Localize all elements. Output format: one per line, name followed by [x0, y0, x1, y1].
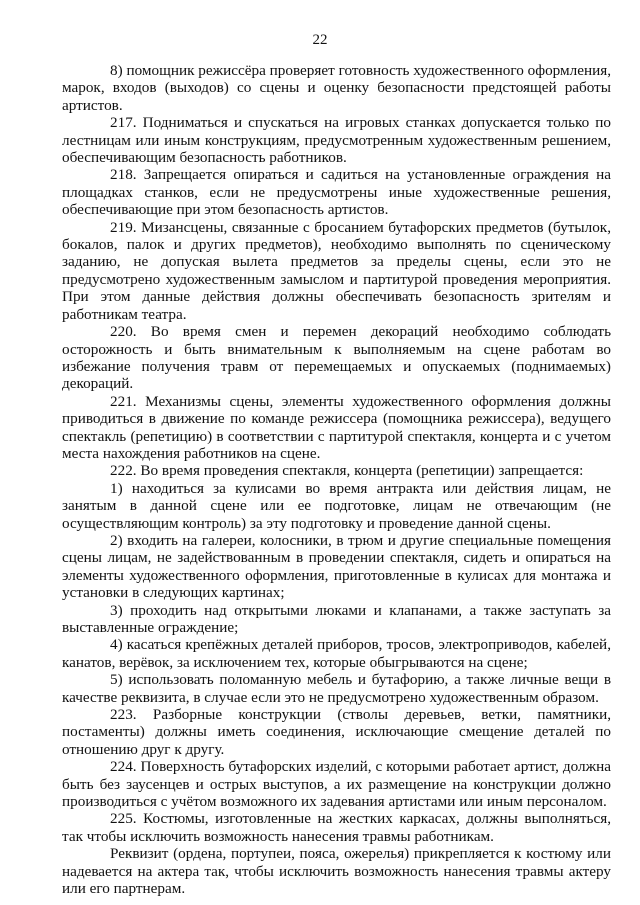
paragraph-222-item-2: 2) входить на галереи, колосники, в трюм и другие специальные помещения сцены лицам, не задействованным в проведении спектакля, сидеть и опираться на элементы художественного оформления, приготовленные в кулисах для монтажа и установки в следующих картинах;: [62, 531, 611, 602]
paragraph-225: 225. Костюмы, изготовленные на жестких каркасах, должны выполняться, так чтобы исключить возможность нанесения травмы работникам.: [62, 810, 611, 845]
document-body: [62, 62, 611, 898]
paragraph-224: 224. Поверхность бутафорских изделий, с которыми работает артист, должна быть без заусенцев и острых выступов, а их размещение на конструкции должно производиться с учётом возможного их задевания артистами или иным персоналом.: [62, 758, 611, 811]
page-number: 22: [312, 32, 328, 48]
paragraph-217: 217. Подниматься и спускаться на игровых станках допускается только по лестницам или иным конструкциям, предусмотренным художественным решением, обеспечивающим безопасность работников.: [62, 114, 611, 167]
paragraph-222: 222. Во время проведения спектакля, концерта (репетиции) запрещается:: [110, 462, 584, 480]
paragraph-222-item-4: 4) касаться крепёжных деталей приборов, тросов, электроприводов, кабелей, канатов, верёвок, за исключением тех, которые обыгрываются на сцене;: [62, 636, 611, 671]
paragraph-220: 220. Во время смен и перемен декораций необходимо соблюдать осторожность и быть внимательным к выполняемым на сцене работам во избежание получения травм от перемещаемых и опускаемых (поднимаемых) декораций.: [62, 323, 611, 393]
paragraph-222-item-1: 1) находиться за кулисами во время антракта или действия лицам, не занятым в данной сцене или ее подготовке, лицам не отвечающим (не осуществляющим контроль) за эту подготовку и проведение данной сцены.: [62, 479, 611, 532]
paragraph-props: Реквизит (ордена, портупеи, пояса, ожерелья) прикрепляется к костюму или надевается на актера так, чтобы исключить возможность нанесения травмы актеру или его партнерам.: [62, 845, 611, 898]
paragraph-218: 218. Запрещается опираться и садиться на установленные ограждения на площадках станков, если не предусмотрены иные художественные решения, обеспечивающие при этом безопасность артистов.: [62, 166, 611, 219]
paragraph-222-item-5: 5) использовать поломанную мебель и бутафорию, а также личные вещи в качестве реквизита, в случае если это не предусмотрено художественным образом.: [62, 671, 611, 706]
paragraph-222-item-3: 3) проходить над открытыми люками и клапанами, а также заступать за выставленные ограждение;: [62, 601, 611, 636]
paragraph-219: 219. Мизансцены, связанные с бросанием бутафорских предметов (бутылок, бокалов, палок и других предметов), необходимо выполнять по сценическому заданию, не допуская вылета предметов за пределы сцены, если это не предусмотрено художественным замыслом и партитурой проведения мероприятия. При этом данные действия должны обеспечивать безопасность зрителям и работникам театра.: [62, 218, 611, 323]
paragraph-221: 221. Механизмы сцены, элементы художественного оформления должны приводиться в движение по команде режиссера (помощника режиссера), ведущего спектакль (репетицию) в соответствии с партитурой спектакля, концерта и с учетом места нахождения работников на сцене.: [62, 392, 611, 462]
paragraph-223: 223. Разборные конструкции (стволы деревьев, ветки, памятники, постаменты) должны иметь соединения, исключающие смещение деталей по отношению друг к другу.: [62, 706, 611, 758]
paragraph-item-8: 8) помощник режиссёра проверяет готовность художественного оформления, марок, входов (выходов) со сцены и оценку безопасности предстоящей работы артистов.: [62, 62, 611, 114]
